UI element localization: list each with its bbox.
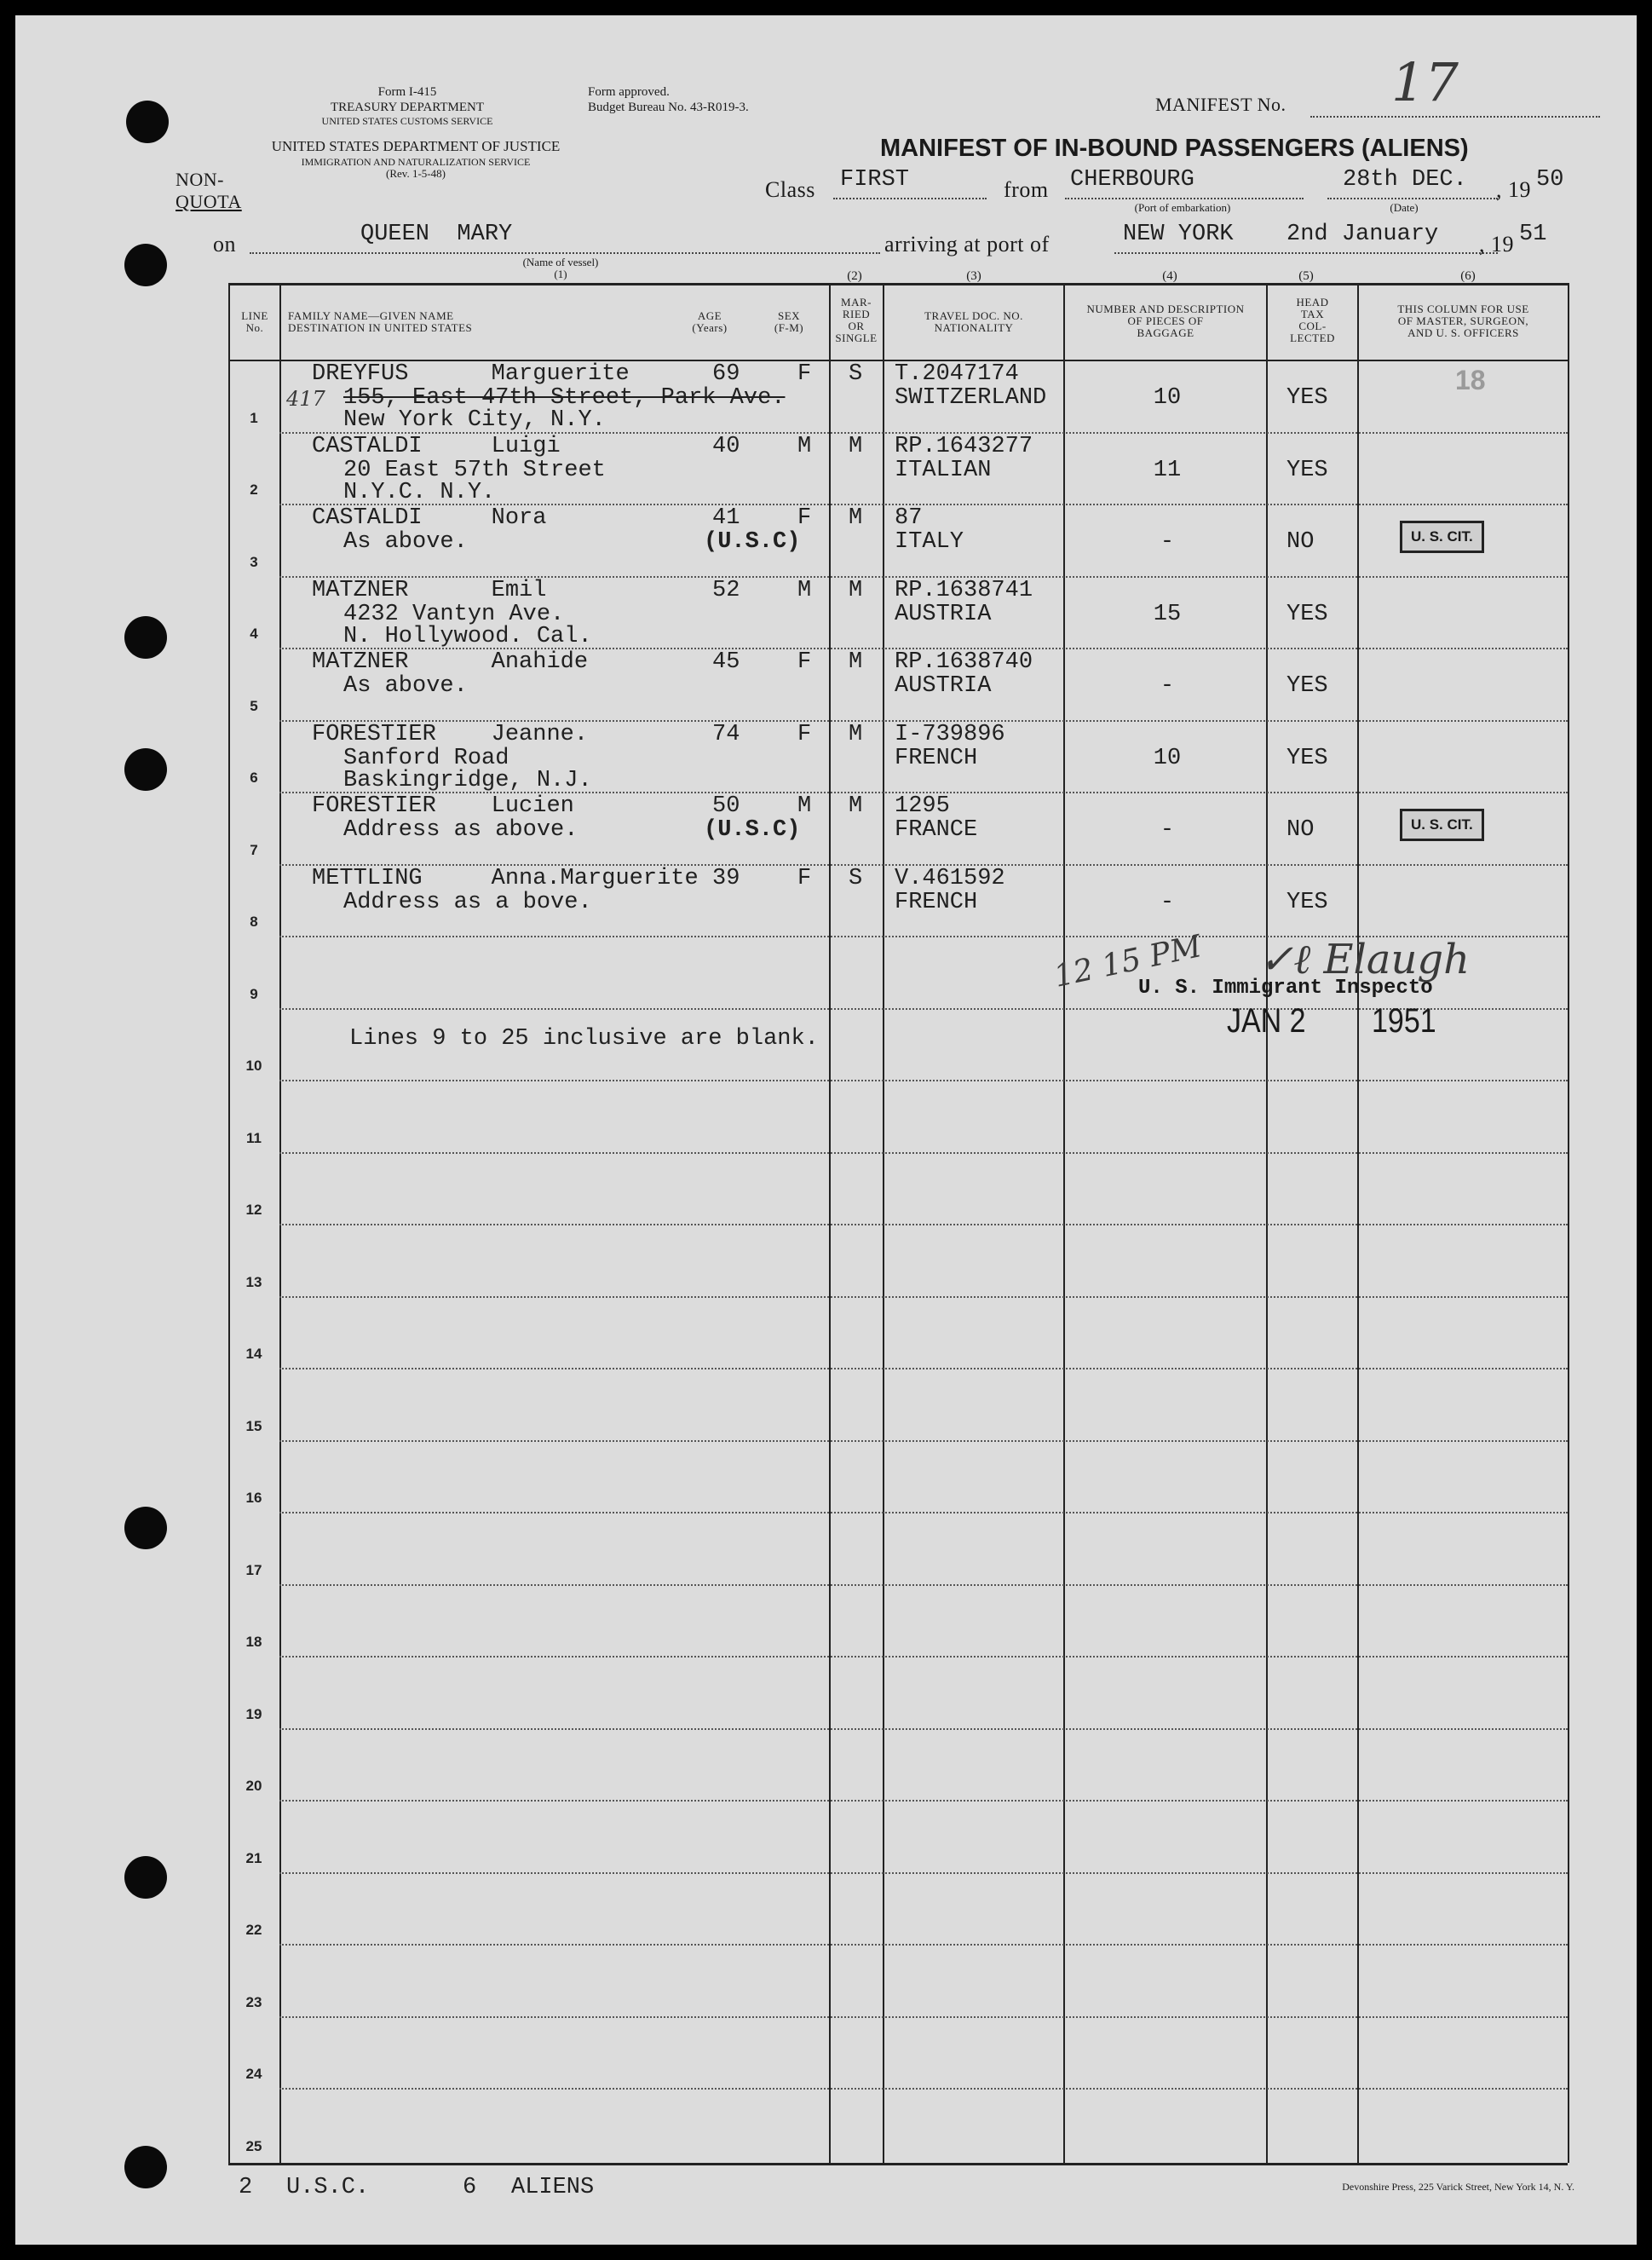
punch-hole <box>124 616 167 659</box>
from-label: from <box>1004 177 1049 202</box>
row-divider <box>279 2016 1568 2018</box>
baggage-count: 15 <box>1153 602 1182 627</box>
baggage-count: - <box>1160 890 1175 915</box>
baggage-count: - <box>1160 817 1175 843</box>
baggage-count: 10 <box>1153 746 1182 771</box>
line-number: 23 <box>245 1994 262 2010</box>
non-quota-quota: QUOTA <box>176 191 242 212</box>
col-travel-doc: TRAVEL DOC. NO. NATIONALITY <box>924 309 1023 334</box>
marital-status: S <box>849 866 863 891</box>
travel-doc-no: V.461592 <box>895 866 1005 891</box>
passenger-address: As above. <box>343 673 468 699</box>
col-married: MAR- RIED OR SINGLE <box>835 296 878 344</box>
passenger-address-2: N.Y.C. N.Y. <box>343 480 496 505</box>
port-caption: (Port of embarkation) <box>1134 201 1231 214</box>
travel-doc-no: RP.1638741 <box>895 578 1033 603</box>
head-tax: YES <box>1286 890 1328 915</box>
nationality: FRENCH <box>895 746 978 771</box>
line-number: 17 <box>245 1562 262 1578</box>
row-divider <box>279 1584 1568 1586</box>
travel-doc-no: T.2047174 <box>895 361 1019 387</box>
passenger-address: Address as a bove. <box>343 890 592 915</box>
col-num-5: (5) <box>1298 269 1314 283</box>
passenger-name: CASTALDI Nora <box>312 505 547 531</box>
col-num-4: (4) <box>1162 269 1177 283</box>
col-baggage: NUMBER AND DESCRIPTION OF PIECES OF BAGGAGE <box>1086 303 1245 339</box>
nationality: AUSTRIA <box>895 673 992 699</box>
travel-doc-no: 87 <box>895 505 923 531</box>
head-tax: YES <box>1286 673 1328 699</box>
inspector-year: 1951 <box>1372 1002 1436 1040</box>
printer-imprint: Devonshire Press, 225 Varick Street, New York 14, N. Y. <box>1342 2181 1574 2193</box>
passenger-sex: F <box>797 722 812 747</box>
manifest-title: MANIFEST OF IN-BOUND PASSENGERS (ALIENS) <box>880 135 1469 162</box>
marital-status: M <box>849 434 863 459</box>
line-number: 19 <box>245 1706 262 1722</box>
date-caption: (Date) <box>1390 201 1419 214</box>
budget-bureau: Budget Bureau No. 43-R019-3. <box>588 101 749 114</box>
line-number: 1 <box>250 410 258 426</box>
line-number: 25 <box>245 2138 262 2154</box>
line-number: 21 <box>245 1850 262 1866</box>
punch-hole <box>124 244 167 286</box>
marital-status: M <box>849 722 863 747</box>
passenger-age: 69 <box>712 361 740 387</box>
line-number: 5 <box>250 698 258 714</box>
baggage-count: - <box>1160 673 1175 699</box>
travel-doc-no: 1295 <box>895 793 950 819</box>
passenger-name: FORESTIER Lucien <box>312 793 574 819</box>
vessel-num: (1) <box>554 268 567 280</box>
inspector-stamp: U. S. Immigrant Inspecto <box>1138 977 1433 1000</box>
marital-status: S <box>849 361 863 387</box>
row-divider <box>279 1152 1568 1154</box>
blank-lines-note: Lines 9 to 25 inclusive are blank. <box>349 1026 819 1052</box>
port-value: NEW YORK <box>1123 222 1234 247</box>
travel-doc-no: RP.1638740 <box>895 649 1033 675</box>
passenger-name: MATZNER Emil <box>312 578 547 603</box>
passenger-address: 20 East 57th Street <box>343 458 606 483</box>
passenger-name: METTLING Anna.Marguerite <box>312 866 699 891</box>
line-number: 18 <box>245 1634 262 1650</box>
head-tax: YES <box>1286 746 1328 771</box>
travel-doc-no: I-739896 <box>895 722 1005 747</box>
passenger-address-2: New York City, N.Y. <box>343 407 606 433</box>
baggage-count: - <box>1160 529 1175 555</box>
row-divider <box>279 1296 1568 1298</box>
row-divider <box>279 1224 1568 1225</box>
line-number: 22 <box>245 1922 262 1938</box>
nationality: AUSTRIA <box>895 602 992 627</box>
punch-hole <box>124 1856 167 1899</box>
passenger-sex: M <box>797 793 812 819</box>
passenger-sex: F <box>797 649 812 675</box>
form-number: Form I-415 <box>377 85 437 99</box>
row-divider <box>279 1656 1568 1658</box>
line-number: 6 <box>250 770 258 786</box>
arrival-year-prefix: , 19 <box>1479 232 1514 257</box>
footer-usc-label: U.S.C. <box>286 2175 370 2200</box>
row-divider <box>279 1080 1568 1081</box>
usc-marker: (U.S.C) <box>704 529 801 555</box>
non-quota-non: NON- <box>176 169 224 190</box>
line-number: 12 <box>245 1202 262 1218</box>
nationality: FRENCH <box>895 890 978 915</box>
row-divider <box>279 1512 1568 1513</box>
line-number: 2 <box>250 481 258 498</box>
head-tax: YES <box>1286 458 1328 483</box>
vessel-value: QUEEN MARY <box>360 222 513 247</box>
date-value: 28th DEC. <box>1343 167 1467 193</box>
line-number: 14 <box>245 1346 262 1362</box>
form-approved: Form approved. <box>588 85 670 99</box>
passenger-age: 39 <box>712 866 740 891</box>
nationality: FRANCE <box>895 817 978 843</box>
usc-marker: (U.S.C) <box>704 817 801 843</box>
nationality: ITALY <box>895 529 964 555</box>
passenger-sex: F <box>797 361 812 387</box>
head-tax: NO <box>1286 817 1315 843</box>
passenger-name: DREYFUS Marguerite <box>312 361 630 387</box>
col-num-6: (6) <box>1460 269 1476 283</box>
passenger-age: 52 <box>712 578 740 603</box>
baggage-count: 11 <box>1153 458 1182 483</box>
passenger-sex: M <box>797 434 812 459</box>
manifest-page <box>15 15 1637 2245</box>
passenger-age: 40 <box>712 434 740 459</box>
line-number: 4 <box>250 626 258 642</box>
line-number: 20 <box>245 1778 262 1794</box>
punch-hole <box>124 748 167 791</box>
punch-hole <box>124 1507 167 1549</box>
footer-aliens-count: 6 <box>463 2175 477 2200</box>
us-citizen-stamp: U. S. CIT. <box>1400 809 1484 841</box>
row-divider <box>279 1728 1568 1730</box>
arrival-year: 51 <box>1519 222 1547 247</box>
manifest-no-label: MANIFEST No. <box>1155 94 1286 115</box>
on-label: on <box>213 232 236 257</box>
line-number: 24 <box>245 2066 262 2082</box>
vessel-caption: (Name of vessel) <box>522 256 599 268</box>
footer-aliens-label: ALIENS <box>511 2175 595 2200</box>
treasury-label: TREASURY DEPARTMENT <box>330 101 485 114</box>
line-number: 7 <box>250 842 258 858</box>
time-note: 12 15 PM <box>1050 929 1205 995</box>
customs-label: UNITED STATES CUSTOMS SERVICE <box>321 115 493 127</box>
col-num-2: (2) <box>847 269 862 283</box>
inspector-signature: ✓ℓ Elaugh <box>1259 936 1471 983</box>
passenger-sex: M <box>797 578 812 603</box>
line-number: 9 <box>250 986 258 1002</box>
row-divider <box>279 1944 1568 1946</box>
nationality: SWITZERLAND <box>895 385 1047 411</box>
row-divider <box>279 1368 1568 1369</box>
head-tax: YES <box>1286 385 1328 411</box>
passenger-address: Address as above. <box>343 817 578 843</box>
line-number: 11 <box>246 1130 262 1146</box>
passenger-age: 50 <box>712 793 740 819</box>
row-divider <box>279 1440 1568 1442</box>
line-number: 8 <box>250 914 258 930</box>
class-label: Class <box>765 177 815 202</box>
line-number: 16 <box>245 1490 262 1506</box>
footer-usc-count: 2 <box>239 2175 253 2200</box>
travel-doc-no: RP.1643277 <box>895 434 1033 459</box>
passenger-address: 155, East 47th Street, Park Ave. <box>343 385 786 411</box>
arriving-label: arriving at port of <box>884 232 1050 257</box>
rev-label: (Rev. 1-5-48) <box>386 167 446 180</box>
passenger-sex: F <box>797 505 812 531</box>
head-tax: YES <box>1286 602 1328 627</box>
col-name: FAMILY NAME—GIVEN NAME DESTINATION IN UNITED STATES <box>288 309 473 334</box>
row-divider <box>279 2088 1568 2090</box>
passenger-age: 45 <box>712 649 740 675</box>
line-number: 15 <box>245 1418 262 1434</box>
arrival-date: 2nd January <box>1286 222 1439 247</box>
line-number: 10 <box>245 1058 262 1074</box>
col-head-tax: HEAD TAX COL- LECTED <box>1290 296 1335 344</box>
inspector-date: JAN 2 <box>1227 1002 1306 1040</box>
passenger-age: 74 <box>712 722 740 747</box>
us-citizen-stamp: U. S. CIT. <box>1400 521 1484 553</box>
marital-status: M <box>849 505 863 531</box>
passenger-address: Sanford Road <box>343 746 509 771</box>
passenger-name: FORESTIER Jeanne. <box>312 722 589 747</box>
ins-label: IMMIGRATION AND NATURALIZATION SERVICE <box>301 156 531 168</box>
passenger-sex: F <box>797 866 812 891</box>
passenger-address: As above. <box>343 529 468 555</box>
line-number: 13 <box>245 1274 262 1290</box>
col-num-3: (3) <box>966 269 981 283</box>
line-number: 3 <box>250 554 258 570</box>
passenger-age: 41 <box>712 505 740 531</box>
baggage-count: 10 <box>1153 385 1182 411</box>
passenger-address-2: N. Hollywood. Cal. <box>343 624 592 649</box>
manifest-no-value: 17 <box>1391 51 1459 113</box>
col-officers: THIS COLUMN FOR USE OF MASTER, SURGEON, AND U. S. OFFICERS <box>1397 303 1529 339</box>
passenger-name: MATZNER Anahide <box>312 649 589 675</box>
passenger-address-2: Baskingridge, N.J. <box>343 768 592 793</box>
passenger-address: 4232 Vantyn Ave. <box>343 602 565 627</box>
marital-status: M <box>849 649 863 675</box>
row-divider <box>279 1800 1568 1802</box>
doj-label: UNITED STATES DEPARTMENT OF JUSTICE <box>271 138 561 154</box>
class-value: FIRST <box>840 167 910 193</box>
year-value: 50 <box>1536 167 1564 193</box>
col-age: AGE (Years) <box>692 309 728 334</box>
col-line-no: LINE No. <box>241 309 268 334</box>
address-correction: 417 <box>286 387 325 411</box>
marital-status: M <box>849 578 863 603</box>
punch-hole <box>124 2146 167 2188</box>
col-sex: SEX (F-M) <box>774 309 804 334</box>
row-divider <box>279 1872 1568 1874</box>
marital-status: M <box>849 793 863 819</box>
year-prefix: , 19 <box>1496 177 1531 202</box>
officer-note: 18 <box>1455 365 1486 395</box>
from-value: CHERBOURG <box>1070 167 1194 193</box>
nationality: ITALIAN <box>895 458 992 483</box>
head-tax: NO <box>1286 529 1315 555</box>
passenger-name: CASTALDI Luigi <box>312 434 561 459</box>
punch-hole <box>126 101 169 143</box>
